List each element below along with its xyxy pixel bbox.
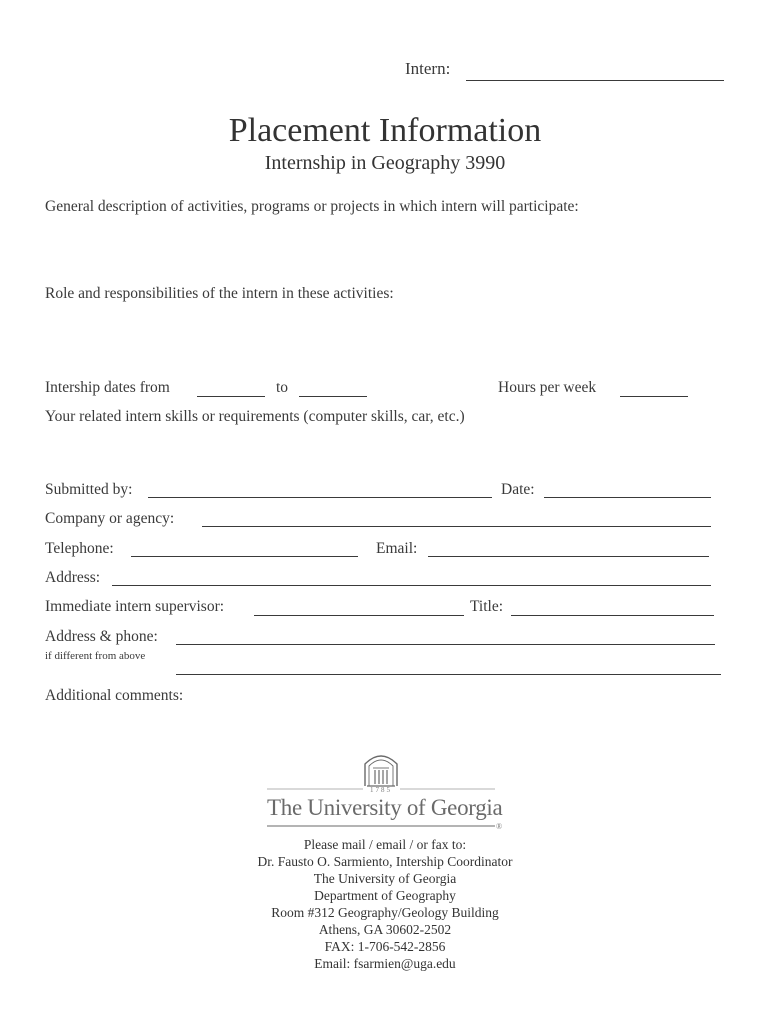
- company-label: Company or agency:: [45, 510, 175, 527]
- role-area[interactable]: [45, 308, 725, 373]
- address-field[interactable]: [112, 585, 711, 586]
- general-description-label: General description of activities, programs or projects in which intern will participate:: [45, 198, 579, 215]
- logo-registered: ®: [496, 822, 503, 831]
- footer-line: Please mail / email / or fax to:: [303, 837, 467, 852]
- title-field[interactable]: [511, 615, 714, 616]
- address-label: Address:: [45, 569, 101, 586]
- skills-area[interactable]: [45, 430, 725, 475]
- date-label: Date:: [501, 481, 535, 498]
- page-title: Placement Information: [228, 112, 542, 149]
- telephone-field[interactable]: [131, 556, 358, 557]
- intern-name-field[interactable]: [466, 80, 724, 81]
- address-phone-field-2[interactable]: [176, 674, 721, 675]
- email-field[interactable]: [428, 556, 709, 557]
- intern-label: Intern:: [405, 59, 451, 78]
- footer-line: Department of Geography: [314, 888, 456, 903]
- comments-area[interactable]: [45, 710, 725, 750]
- footer-line: Room #312 Geography/Geology Building: [271, 905, 499, 920]
- footer-line: FAX: 1-706-542-2856: [324, 939, 446, 954]
- submitted-by-label: Submitted by:: [45, 481, 133, 498]
- footer-line: Athens, GA 30602-2502: [318, 922, 452, 937]
- supervisor-label: Immediate intern supervisor:: [45, 598, 225, 615]
- hours-field[interactable]: [620, 396, 688, 397]
- general-description-area[interactable]: [45, 222, 725, 277]
- footer-line: The University of Georgia: [313, 871, 457, 886]
- hours-label: Hours per week: [498, 379, 597, 396]
- title-label: Title:: [470, 598, 504, 615]
- dates-from-label: Intership dates from: [45, 379, 170, 396]
- company-field[interactable]: [202, 526, 711, 527]
- logo-year: 1785: [370, 786, 392, 794]
- telephone-label: Telephone:: [45, 540, 114, 557]
- date-from-field[interactable]: [197, 396, 265, 397]
- address-phone-label: Address & phone:: [45, 628, 158, 645]
- university-logo: [265, 750, 505, 832]
- dates-to-label: to: [276, 379, 289, 396]
- submitted-by-field[interactable]: [148, 497, 492, 498]
- mailing-instructions: [0, 836, 770, 972]
- footer-line: Email: fsarmien@uga.edu: [314, 956, 456, 971]
- skills-label: Your related intern skills or requirements (computer skills, car, etc.): [45, 408, 465, 425]
- supervisor-field[interactable]: [254, 615, 464, 616]
- footer-line: Dr. Fausto O. Sarmiento, Intership Coordinator: [257, 854, 513, 869]
- logo-wordmark: The University of Georgia: [267, 795, 503, 820]
- date-to-field[interactable]: [299, 396, 367, 397]
- address-phone-field[interactable]: [176, 644, 715, 645]
- email-label: Email:: [376, 540, 418, 557]
- date-field[interactable]: [544, 497, 711, 498]
- address-phone-note: if different from above: [45, 650, 146, 662]
- role-label: Role and responsibilities of the intern in these activities:: [45, 285, 394, 302]
- page-subtitle: Internship in Geography 3990: [264, 152, 506, 174]
- comments-label: Additional comments:: [45, 687, 184, 704]
